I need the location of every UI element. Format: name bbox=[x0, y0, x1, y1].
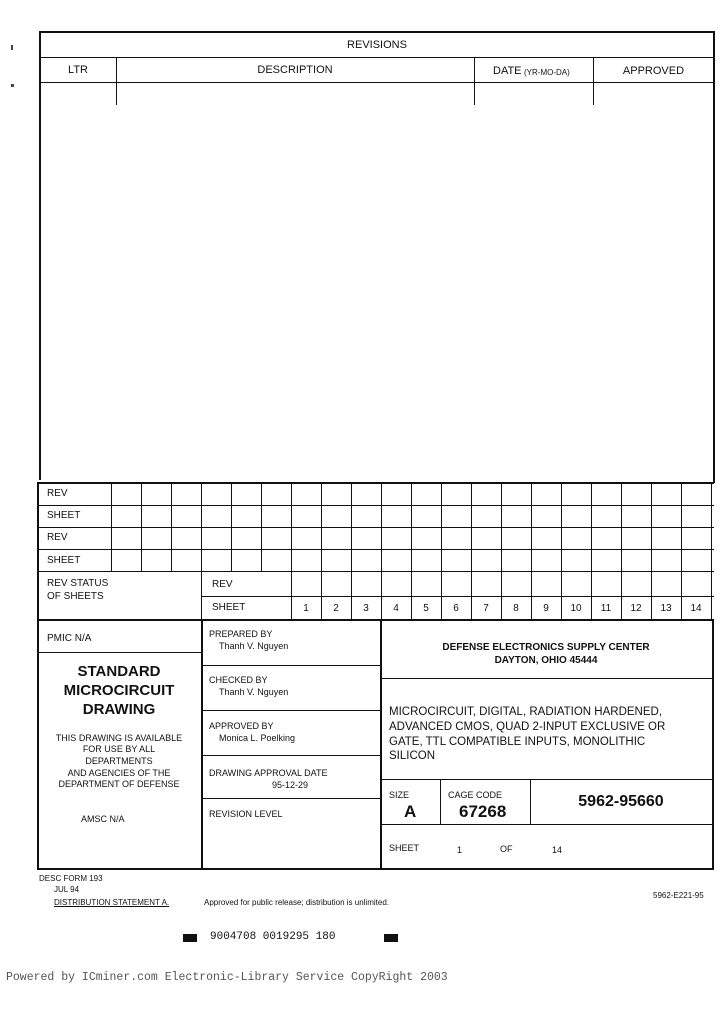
sheet-number-cell: 5 bbox=[423, 603, 429, 614]
revision-level-label: REVISION LEVEL bbox=[209, 809, 283, 819]
row-label-rev-2: REV bbox=[47, 532, 68, 543]
sheet-label: SHEET bbox=[389, 843, 420, 853]
sheet-number-cell: 14 bbox=[690, 603, 702, 614]
description-line-3: GATE, TTL COMPATIBLE INPUTS, MONOLITHIC bbox=[389, 736, 646, 748]
grid-column-line bbox=[711, 571, 712, 619]
description-line-2: ADVANCED CMOS, QUAD 2-INPUT EXCLUSIVE OR bbox=[389, 721, 666, 733]
row-label-sheet-3: SHEET bbox=[212, 602, 246, 613]
pmic-label: PMIC N/A bbox=[47, 633, 92, 644]
grid-column-line bbox=[201, 482, 202, 571]
grid-column-line bbox=[471, 482, 472, 571]
row-label-rev-1: REV bbox=[47, 488, 68, 499]
grid-column-line bbox=[321, 482, 322, 571]
grid-column-line bbox=[231, 482, 232, 571]
grid-column-line bbox=[411, 482, 412, 571]
standard-line-2: MICROCIRCUIT bbox=[63, 682, 175, 699]
approval-date: 95-12-29 bbox=[272, 780, 309, 790]
size-label: SIZE bbox=[389, 790, 410, 800]
grid-column-line bbox=[711, 482, 712, 571]
scan-speck bbox=[11, 84, 14, 87]
grid-column-line bbox=[591, 482, 592, 571]
grid-column-line bbox=[381, 482, 382, 571]
agency-line-2: DAYTON, OHIO 45444 bbox=[494, 655, 598, 666]
grid-column-line bbox=[561, 482, 562, 571]
sheet-number-cell: 12 bbox=[630, 603, 642, 614]
distribution-label: DISTRIBUTION STATEMENT A. bbox=[54, 898, 170, 907]
grid-column-line bbox=[651, 482, 652, 571]
availability-line-3: DEPARTMENTS bbox=[85, 756, 153, 766]
size-value: A bbox=[404, 802, 417, 821]
approved-by-name: Monica L. Poelking bbox=[219, 733, 296, 743]
col-description: DESCRIPTION bbox=[257, 64, 333, 76]
revisions-title: REVISIONS bbox=[347, 39, 407, 51]
rev-status-label: REV STATUS bbox=[47, 578, 109, 589]
distribution-text: Approved for public release; distribution is unlimited. bbox=[204, 898, 389, 907]
grid-column-line bbox=[291, 482, 292, 571]
col-approved: APPROVED bbox=[622, 65, 685, 77]
sheet-number-cell: 2 bbox=[333, 603, 339, 614]
sheet-number-cell: 6 bbox=[453, 603, 459, 614]
sheet-number-cell: 13 bbox=[660, 603, 672, 614]
col-ltr: LTR bbox=[68, 64, 88, 76]
sheet-number-cell: 10 bbox=[570, 603, 582, 614]
cage-code-label: CAGE CODE bbox=[448, 790, 503, 800]
scan-speck bbox=[11, 45, 13, 50]
description-line-1: MICROCIRCUIT, DIGITAL, RADIATION HARDENED, bbox=[389, 706, 663, 718]
form-number: DESC FORM 193 bbox=[39, 874, 103, 883]
grid-column-line bbox=[681, 482, 682, 571]
of-sheets-label: OF SHEETS bbox=[47, 591, 104, 602]
drawing-number: 5962-95660 bbox=[578, 793, 664, 810]
description-line-4: SILICON bbox=[389, 750, 436, 762]
sheet-number-cell: 3 bbox=[363, 603, 369, 614]
checked-by-name: Thanh V. Nguyen bbox=[219, 687, 289, 697]
agency-line-1: DEFENSE ELECTRONICS SUPPLY CENTER bbox=[442, 642, 650, 653]
barcode-mark-right bbox=[384, 934, 398, 942]
row-label-rev-3: REV bbox=[212, 579, 233, 590]
availability-line-2: FOR USE BY ALL bbox=[82, 744, 156, 754]
grid-column-line bbox=[441, 482, 442, 571]
prepared-by-name: Thanh V. Nguyen bbox=[219, 641, 289, 651]
availability-line-4: AND AGENCIES OF THE bbox=[67, 768, 171, 778]
of-value: 14 bbox=[552, 845, 563, 855]
grid-column-line bbox=[171, 482, 172, 571]
sheet-number-cell: 11 bbox=[600, 603, 612, 614]
barcode-mark-left bbox=[183, 934, 197, 942]
amsc-label: AMSC N/A bbox=[81, 814, 125, 824]
standard-line-3: DRAWING bbox=[82, 701, 156, 718]
approved-by-label: APPROVED BY bbox=[209, 721, 274, 731]
sheet-number-cell: 1 bbox=[303, 603, 309, 614]
grid-column-line bbox=[111, 482, 112, 571]
grid-column-line bbox=[261, 482, 262, 571]
availability-line-5: DEPARTMENT OF DEFENSE bbox=[58, 779, 180, 789]
cage-code-value: 67268 bbox=[459, 802, 507, 821]
col-date-format: (YR-MO-DA) bbox=[524, 68, 570, 77]
sheet-number-cell: 8 bbox=[513, 603, 519, 614]
grid-column-line bbox=[621, 482, 622, 571]
barcode-text: 9004708 0019295 180 bbox=[210, 931, 336, 943]
sheet-number-cell: 7 bbox=[483, 603, 489, 614]
grid-column-line bbox=[141, 482, 142, 571]
of-label: OF bbox=[500, 844, 513, 854]
approval-date-label: DRAWING APPROVAL DATE bbox=[209, 768, 328, 778]
checked-by-label: CHECKED BY bbox=[209, 675, 268, 685]
document-code: 5962-E221-95 bbox=[653, 891, 704, 900]
grid-column-line bbox=[531, 482, 532, 571]
row-label-sheet-1: SHEET bbox=[47, 510, 81, 521]
grid-column-line bbox=[351, 482, 352, 571]
col-date: DATE bbox=[493, 65, 522, 77]
sheet-number-cell: 9 bbox=[543, 603, 549, 614]
form-date: JUL 94 bbox=[54, 885, 80, 894]
grid-column-line bbox=[501, 482, 502, 571]
row-label-sheet-2: SHEET bbox=[47, 555, 81, 566]
powered-by-notice: Powered by ICminer.com Electronic-Library Service CopyRight 2003 bbox=[6, 971, 448, 984]
sheet-number-cell: 4 bbox=[393, 603, 399, 614]
standard-line-1: STANDARD bbox=[77, 663, 161, 680]
sheet-value: 1 bbox=[457, 845, 463, 855]
prepared-by-label: PREPARED BY bbox=[209, 629, 273, 639]
availability-line-1: THIS DRAWING IS AVAILABLE bbox=[55, 733, 183, 743]
